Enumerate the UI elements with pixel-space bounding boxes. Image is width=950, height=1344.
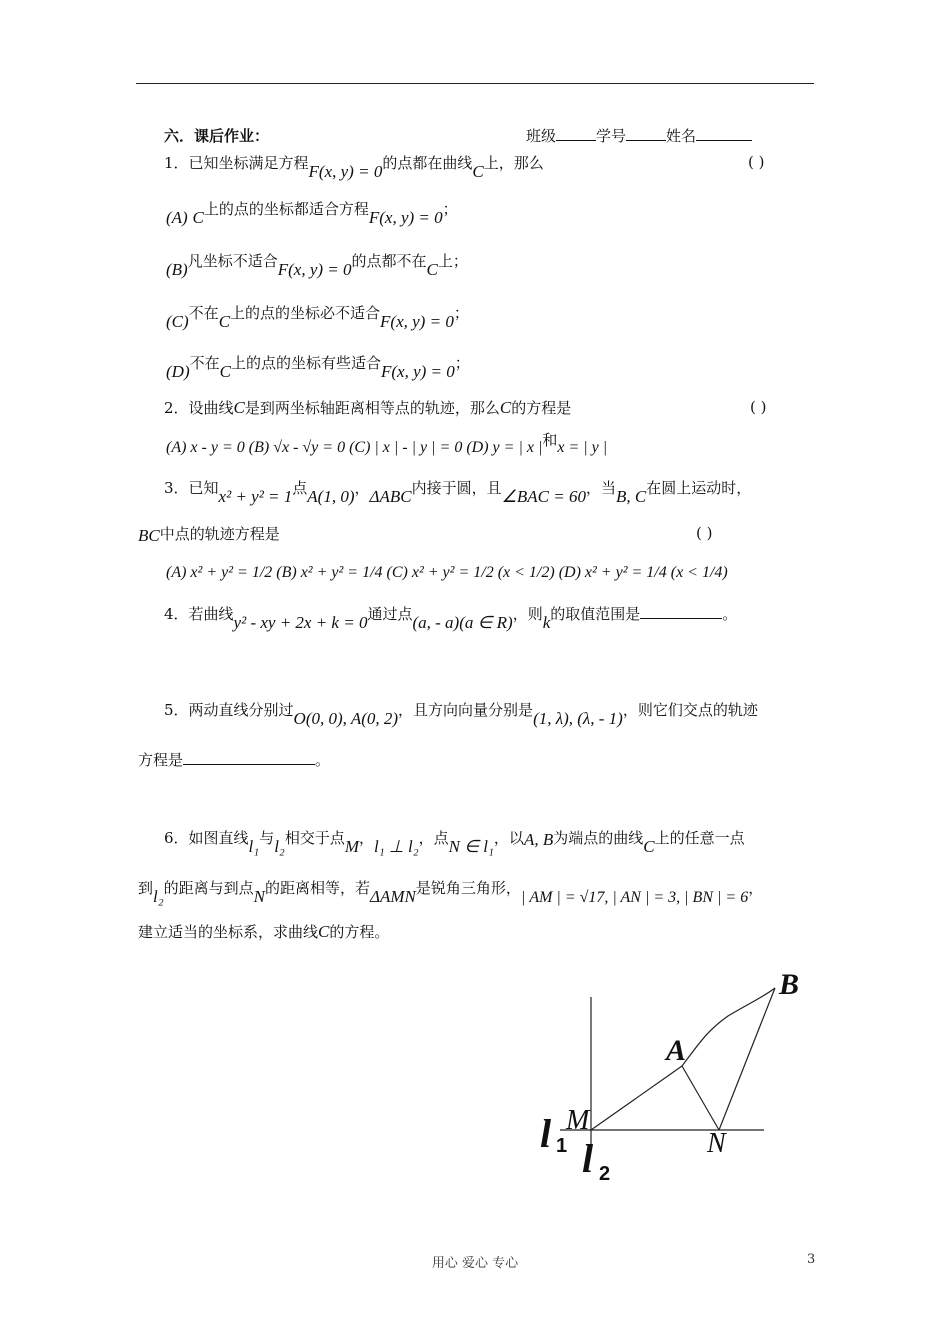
punct: ； xyxy=(454,354,470,372)
q5-points: O(0, 0), A(0, 2) xyxy=(293,709,399,728)
q2-and: 和 xyxy=(542,431,558,449)
q3-angle: ∠BAC = 60 xyxy=(501,487,586,506)
q3-text-c: ，当 xyxy=(585,479,616,497)
q3-options-text: (A) x² + y² = 1/2 (B) x² + y² = 1/4 (C) x² + y² = 1/2 (x < 1/2) (D) x² + y² = 1/4 (x < 1/4) xyxy=(166,564,728,581)
option-text: 上的点的坐标必不适合 xyxy=(230,304,381,322)
q6-text: 的距离与到点 xyxy=(163,879,254,897)
q6-text: 相交于点 xyxy=(284,829,345,847)
curve-symbol: C xyxy=(219,362,231,381)
q6-text: ， xyxy=(359,829,375,847)
q6-text: 的距离相等，若 xyxy=(265,879,371,897)
punct: ； xyxy=(453,304,469,322)
page-number: 3 xyxy=(807,1252,816,1267)
curve-symbol: C xyxy=(499,398,512,417)
label-n: N xyxy=(707,1128,726,1159)
label-l2-sub: 2 xyxy=(599,1163,611,1185)
q4-text-b: 通过点 xyxy=(367,605,413,623)
equation: F(x, y) = 0 xyxy=(368,208,443,227)
segment-nb xyxy=(719,988,775,1130)
q3-text-d: 在圆上运动时， xyxy=(646,479,752,497)
option-text: 上的点的坐标都适合方程 xyxy=(203,200,369,218)
option-label: (B) xyxy=(166,260,188,279)
q3-point: A(1, 0) xyxy=(307,487,355,506)
q6-text: ，以 xyxy=(493,829,524,847)
q6-text: 6．如图直线 xyxy=(164,829,249,847)
curve-symbol: C xyxy=(192,208,204,227)
q5-vectors: (1, λ), (λ, - 1) xyxy=(533,709,623,728)
q3-answer-slot[interactable]: ( ) xyxy=(696,524,713,542)
label-l1-sub: 1 xyxy=(556,1135,568,1157)
q4-k: k xyxy=(542,613,551,632)
q3-circle: x² + y² = 1 xyxy=(218,487,293,506)
equation: F(x, y) = 0 xyxy=(380,362,455,381)
curve-symbol: C xyxy=(426,260,438,279)
option-text: 凡坐标不适合 xyxy=(187,252,278,270)
q4-text-c: ，则 xyxy=(512,605,543,623)
q3-line2-text: 中点的轨迹方程是 xyxy=(159,525,280,543)
q4-text-a: 4．若曲线 xyxy=(164,605,234,623)
q1-curve: C xyxy=(472,162,484,181)
q3-bc-var: BC xyxy=(138,526,160,545)
q4-point: (a, - a)(a ∈ R) xyxy=(412,613,513,632)
q1-text-c: 上，那么 xyxy=(483,154,544,172)
option-label: (D) xyxy=(166,362,190,381)
q2-options-text: (A) x - y = 0 (B) √x - √y = 0 (C) | x | - | y | = 0 (D) y = | x | xyxy=(166,439,543,456)
q6-l2: l₂ xyxy=(153,887,164,906)
q3-pt-word: 点 xyxy=(292,479,308,497)
q2-text-b: 是到两坐标轴距离相等点的轨迹，那么 xyxy=(244,399,500,417)
class-label: 班级 xyxy=(526,127,557,145)
option-text: 不在 xyxy=(188,304,219,322)
q3-triangle: ΔABC xyxy=(369,487,412,506)
q6-text: 建立适当的坐标系，求曲线 xyxy=(138,923,319,941)
id-label: 学号 xyxy=(596,127,627,145)
q2-text-a: 2．设曲线 xyxy=(164,399,234,417)
option-text: 上的点的坐标有些适合 xyxy=(230,354,381,372)
section-title: 六．课后作业： xyxy=(164,127,270,145)
q5-text-a: 5．两动直线分别过 xyxy=(164,701,294,719)
segment-an xyxy=(682,1066,719,1130)
label-a: A xyxy=(666,1034,687,1067)
q6-l2: l₂ xyxy=(274,837,285,856)
option-label: (C) xyxy=(166,312,189,331)
page-footer: 用心 爱心 专心 xyxy=(431,1256,519,1271)
q6-text: 的方程。 xyxy=(329,923,390,941)
q6-l1: l₁ xyxy=(248,837,260,856)
q6-text: 为端点的曲线 xyxy=(553,829,644,847)
q1-text-b: 的点都在曲线 xyxy=(382,154,473,172)
q6-text: ， xyxy=(748,879,764,897)
q6-text: ，点 xyxy=(418,829,449,847)
q6-n: N xyxy=(253,887,266,906)
q5-text-b: ，且方向向量分别是 xyxy=(398,701,534,719)
q6-text: 到 xyxy=(138,879,154,897)
option-text: 的点都不在 xyxy=(351,252,427,270)
q4-equation: y² - xy + 2x + k = 0 xyxy=(233,613,368,632)
q6-c: C xyxy=(643,837,655,856)
q2-answer-slot[interactable]: ( ) xyxy=(750,398,767,416)
label-m: M xyxy=(566,1105,590,1136)
q1-text-a: 1．已知坐标满足方程 xyxy=(164,154,309,172)
q2-text-c: 的方程是 xyxy=(511,399,572,417)
q1-answer-slot[interactable]: ( ) xyxy=(748,153,765,171)
punct: ； xyxy=(442,200,458,218)
q3-text-a: 3．已知 xyxy=(164,479,219,497)
curve-c xyxy=(682,988,775,1066)
segment-ma xyxy=(591,1066,682,1130)
q6-n-in-l1: N ∈ l₁ xyxy=(448,837,494,856)
q1-equation: F(x, y) = 0 xyxy=(308,162,383,181)
punct: 上； xyxy=(437,252,468,270)
q2-options-text-b: x = | y | xyxy=(557,439,608,456)
curve-symbol: C xyxy=(218,312,231,331)
q6-ab: A, B xyxy=(523,830,554,849)
q3-text-b: 内接于圆，且 xyxy=(411,479,502,497)
q3-bc: B, C xyxy=(615,487,647,506)
name-label: 姓名 xyxy=(666,127,697,145)
label-l2: l xyxy=(582,1136,594,1181)
q6-lengths: | AM | = √17, | AN | = 3, | BN | = 6 xyxy=(520,889,749,906)
q6-m: M xyxy=(344,837,360,856)
label-b: B xyxy=(779,968,800,1001)
q5-line2-text: 方程是 xyxy=(138,751,184,769)
label-l1: l xyxy=(540,1111,552,1156)
q6-perp: l₁ ⊥ l₂ xyxy=(374,837,419,856)
q5-text-c: ，则它们交点的轨迹 xyxy=(622,701,758,719)
punct: ， xyxy=(354,479,370,497)
q6-text: 上的任意一点 xyxy=(654,829,745,847)
punct: 。 xyxy=(315,751,331,769)
equation: F(x, y) = 0 xyxy=(380,312,454,331)
q6-text: 是锐角三角形， xyxy=(415,879,521,897)
punct: 。 xyxy=(722,605,738,623)
curve-symbol: C xyxy=(233,398,245,417)
q6-text: 与 xyxy=(259,829,275,847)
q6-triangle: ΔAMN xyxy=(370,887,416,906)
equation: F(x, y) = 0 xyxy=(277,260,352,279)
q6-c: C xyxy=(318,922,330,941)
q4-text-d: 的取值范围是 xyxy=(550,605,641,623)
option-text: 不在 xyxy=(189,354,220,372)
option-label: (A) xyxy=(166,208,188,227)
